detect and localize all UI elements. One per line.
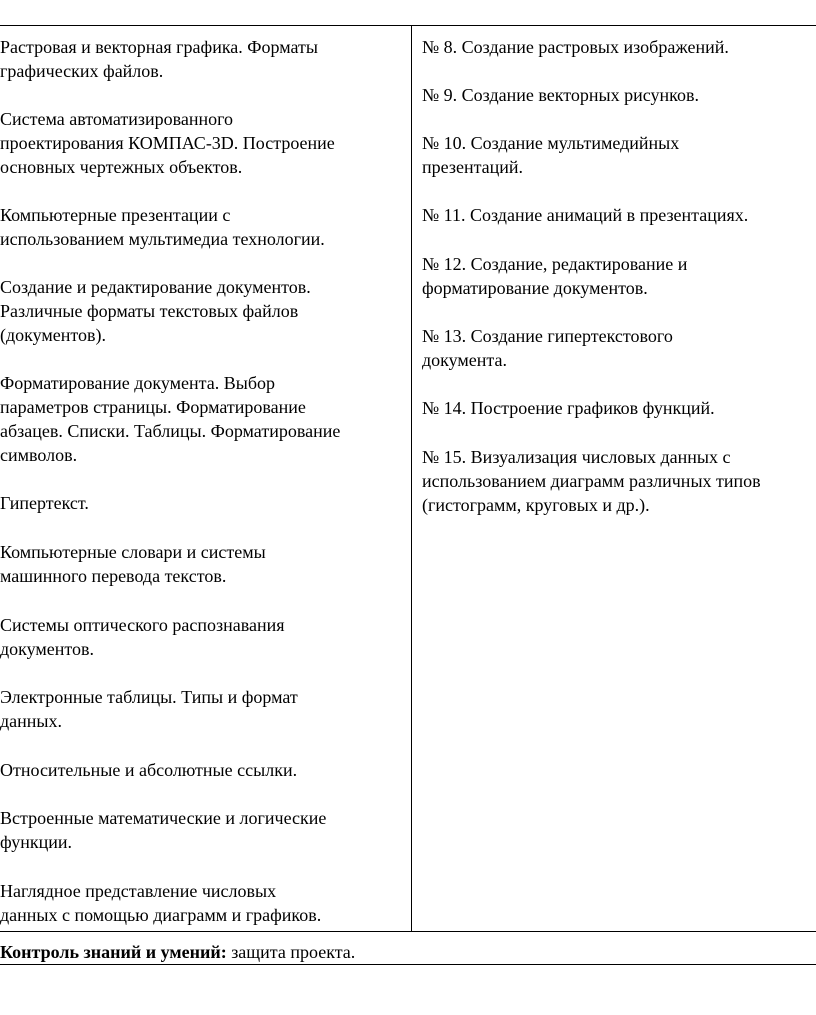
assessment-text: защита проекта. [226, 942, 356, 962]
task-item: № 14. Построение графиков функций. [422, 398, 715, 418]
topic-item: Системы оптического распознавания документов. [0, 615, 285, 659]
task-item: № 13. Создание гипертекстового документа. [422, 326, 673, 370]
task-item: № 15. Визуализация числовых данных с использованием диаграмм различных типов (гистограмм, круговых и др.). [422, 447, 761, 515]
table-top-border [0, 25, 816, 26]
task-item: № 12. Создание, редактирование и форматирование документов. [422, 254, 688, 298]
topic-item: Растровая и векторная графика. Форматы графических файлов. [0, 37, 318, 81]
topic-item: Наглядное представление числовых данных с помощью диаграмм и графиков. [0, 881, 322, 925]
topic-item: Форматирование документа. Выбор параметров страницы. Форматирование абзацев. Списки. Таблицы. Форматирование символов. [0, 373, 341, 465]
topic-item: Электронные таблицы. Типы и формат данных. [0, 687, 298, 731]
footer-top-border [0, 931, 816, 932]
table-bottom-border [0, 964, 816, 965]
topic-item: Встроенные математические и логические функции. [0, 808, 327, 852]
task-item: № 11. Создание анимаций в презентациях. [422, 205, 749, 225]
topic-item: Компьютерные словари и системы машинного перевода текстов. [0, 542, 266, 586]
assessment-row [0, 940, 816, 964]
topic-item: Компьютерные презентации с использованием мультимедиа технологии. [0, 205, 325, 249]
topic-item: Система автоматизированного проектирования КОМПАС-3D. Построение основных чертежных объектов. [0, 109, 335, 177]
topic-item: Создание и редактирование документов. Различные форматы текстовых файлов (документов). [0, 277, 311, 345]
task-item: № 10. Создание мультимедийных презентаций. [422, 133, 680, 177]
topic-item: Относительные и абсолютные ссылки. [0, 760, 298, 780]
assessment-label: Контроль знаний и умений: [0, 942, 227, 962]
column-divider [411, 25, 412, 931]
task-item: № 8. Создание растровых изображений. [422, 37, 729, 57]
task-item: № 9. Создание векторных рисунков. [422, 85, 699, 105]
topic-item: Гипертекст. [0, 493, 89, 513]
